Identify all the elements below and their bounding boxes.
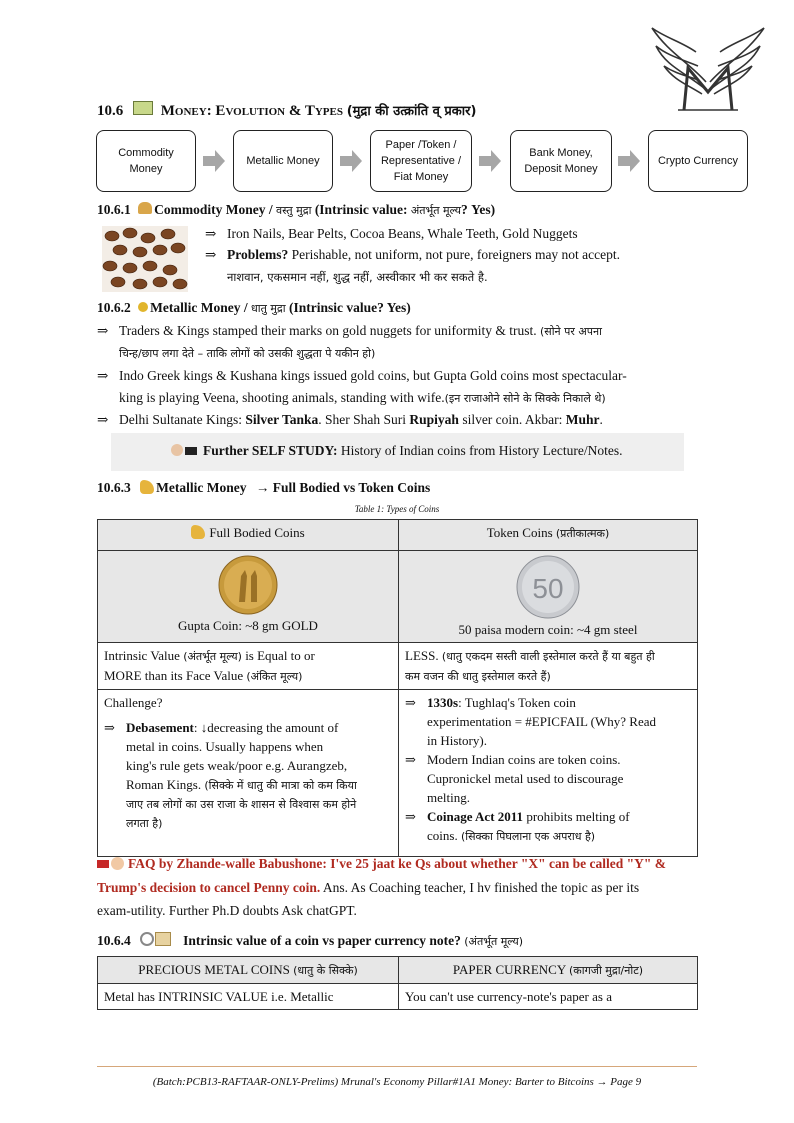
section-number: 10.6 [97, 103, 124, 119]
challenge-heading: Challenge? [104, 695, 163, 710]
flow-label: Metallic Money [246, 155, 320, 167]
metallic-bullet-2: ⇒ Indo Greek kings & Kushana kings issued gold coins, but Gupta Gold coins most spectacular- [97, 368, 627, 383]
gupta-gold-coin-image [217, 554, 279, 616]
subsection-number: 10.6.2 [97, 300, 131, 315]
text-line: Cupronickel metal used to discourage [427, 771, 624, 786]
token-coin-cell [399, 551, 698, 643]
subsection-title-text: Commodity Money / [154, 202, 276, 217]
text-part: silver coin. Akbar: [458, 412, 566, 427]
winged-m-logo-icon [648, 22, 768, 114]
text-part: LESS. [405, 648, 442, 663]
token-examples-cell: ⇒ 1330s: Tughlaq's Token coin experimentation = #EPICFAIL (Why? Read in History). ⇒ Modern Indian coins are token coins. Cupronickel metal used to discourage melting. ⇒ Coinage Act 2011 prohibits melting of coins. (सिक्का पिघलाना एक अपराध है) [399, 690, 698, 857]
coin-vs-paper-table [97, 956, 698, 1010]
hindi-part: (सिक्का पिघलाना एक अपराध है) [460, 830, 596, 843]
subsection-number: 10.6.1 [97, 202, 131, 217]
text-part: Intrinsic Value [104, 648, 184, 663]
commodity-bullet-2-hindi: नाशवान, एकसमान नहीं, शुद्ध नहीं, अस्वीकार भी कर सकते है. [227, 270, 488, 284]
medal-icon [138, 302, 148, 312]
flow-arrow-icon [618, 150, 640, 172]
hindi-part: (अंकित मूल्य) [246, 670, 303, 683]
flow-label: Paper /Token / Representative / Fiat Money [380, 139, 462, 183]
subsection-intrinsic-title [97, 932, 523, 949]
commodity-bullet-1-text: Iron Nails, Bear Pelts, Cocoa Beans, Whale Teeth, Gold Nuggets [227, 226, 578, 241]
rupiyah: Rupiyah [409, 412, 459, 427]
text-part: : Tughlaq's Token coin [458, 695, 576, 710]
flow-box-metallic [233, 130, 333, 192]
faq-question-1: FAQ by Zhande-walle Babushone: I've 25 jaat ke Qs about whether "X" can be called "Y" & [128, 856, 667, 871]
metallic-bullet-3: ⇒ Delhi Sultanate Kings: Silver Tanka. Sher Shah Suri Rupiyah silver coin. Akbar: Muhr. [97, 412, 603, 427]
coins-header-full-text: Full Bodied Coins [209, 525, 305, 540]
bread-icon [138, 202, 152, 214]
metallic-bullet-1-hindi: (सोने पर अपना [539, 325, 602, 338]
subsection-title-hindi: वस्तु मुद्रा [276, 204, 312, 217]
hindi-part: (सिक्के में धातु की मात्रा को कम किया [204, 779, 357, 792]
student-icon [171, 444, 183, 456]
text-part: MORE than its Face Value [104, 668, 247, 683]
flow-label: Commodity Money [118, 147, 174, 175]
subsection-title-end [256, 480, 430, 495]
metallic-bullet-1-text: Traders & Kings stamped their marks on gold nuggets for uniformity & trust. [119, 323, 537, 338]
subsection-number: 10.6.4 [97, 933, 131, 948]
subsection-coins-title [97, 480, 430, 496]
subsection-title-text: Intrinsic value of a coin vs paper currency note? [183, 933, 465, 948]
text-line: in History). [427, 733, 487, 748]
red-flag-icon [97, 860, 109, 868]
money-icon [133, 101, 153, 115]
subsection-title-text: Metallic Money / [150, 300, 251, 315]
problems-label: Problems? [227, 247, 289, 262]
ring-note-icon [140, 932, 154, 946]
subsection-title-end: ? Yes) [460, 202, 496, 217]
coffee-beans-image [102, 226, 188, 292]
coinage-act: Coinage Act 2011 [427, 809, 524, 824]
subsection-title-end: (Intrinsic value? Yes) [285, 300, 411, 315]
text-part: Roman Kings. [126, 777, 205, 792]
faq-line-3: exam-utility. Further Ph.D doubts Ask chatGPT. [97, 903, 357, 918]
text-line: experimentation = #EPICFAIL (Why? Read [427, 714, 656, 729]
hindi-line: जाए तब लोगों का उस राजा के शासन से विश्वास कम होने [126, 798, 357, 811]
hindi-part: (धातु के सिक्के) [293, 964, 358, 977]
section-title-text: Money: Evolution & Types [160, 103, 343, 119]
table-caption: Table 1: Types of Coins [354, 504, 440, 514]
footer-divider [97, 1066, 697, 1067]
faq-line-1 [97, 856, 666, 872]
text-part: . [599, 412, 603, 427]
faq-line-2 [97, 880, 639, 896]
metallic-bullet-1-hindi-2: चिन्ह/छाप लगा देते – ताकि लोगों को उसकी शुद्धता पे यकीन हो) [119, 347, 376, 360]
flow-box-crypto [648, 130, 748, 192]
hindi-part: (धातु एकदम सस्ती वाली इस्तेमाल करते हैं या बहुत ही [441, 650, 655, 663]
coins-header-token-hindi: (प्रतीकात्मक) [555, 527, 610, 540]
metallic-bullet-2-hindi: (इन राजाओने सोने के सिक्के निकाले थे) [444, 392, 606, 405]
coins-title-end: → Full Bodied vs Token Coins [255, 480, 431, 495]
flow-label: Bank Money, Deposit Money [524, 147, 598, 175]
commodity-bullet-1: ⇒ Iron Nails, Bear Pelts, Cocoa Beans, Whale Teeth, Gold Nuggets [205, 226, 578, 241]
page-footer: (Batch:PCB13-RAFTAAR-ONLY-Prelims) Mrunal's Economy Pillar#1A1 Money: Barter to Bitcoins → Page 9 [152, 1076, 642, 1088]
section-title-hindi: (मुद्रा की उत्क्रांति व् प्रकार) [346, 104, 477, 119]
scroll-icon [155, 932, 171, 946]
text-line: king's rule gets weak/poor e.g. Aurangzeb, [126, 758, 348, 773]
flow-arrow-icon [479, 150, 501, 172]
challenge-cell: Challenge? ⇒ Debasement: ↓decreasing the amount of metal in coins. Usually happens when king's rule gets weak/poor e.g. Aurangzeb, Roman Kings. (सिक्के में धातु की मात्रा को कम किया जाए तब लोगों का उस राजा के शासन से विश्वास कम होने लगता है) [98, 690, 399, 857]
metallic-bullet-2-text: Indo Greek kings & Kushana kings issued gold coins, but Gupta Gold coins most spectacular- [119, 368, 627, 383]
intrinsic-full-cell [98, 643, 399, 690]
muhr: Muhr [565, 412, 600, 427]
coins-header-full [98, 520, 399, 551]
text-part: PRECIOUS METAL COINS [138, 962, 294, 977]
flow-box-paper [370, 130, 472, 192]
silver-tanka: Silver Tanka [245, 412, 319, 427]
hindi-part: (अंतर्भूत मूल्य) [183, 650, 242, 663]
metallic-bullet-2b-text: king is playing Veena, shooting animals, standing with wife. [119, 390, 445, 405]
hindi-line: लगता है) [126, 817, 163, 830]
paper-currency-header [399, 957, 698, 984]
baby-icon [111, 857, 124, 870]
debasement-label: Debasement [126, 720, 194, 735]
coins-table [97, 519, 698, 857]
token-coin-caption: 50 paisa modern coin: ~4 gm steel [458, 622, 638, 637]
subsection-title-text: Metallic Money [156, 480, 247, 495]
section-title [97, 101, 476, 120]
self-study-label: Further SELF STUDY: [203, 443, 338, 458]
text-part: PAPER CURRENCY [452, 962, 569, 977]
hindi-part: (कागजी मुद्रा/नोट) [569, 964, 644, 977]
fifty-paisa-coin-image [513, 554, 583, 620]
intrinsic-token-cell [399, 643, 698, 690]
text-part: Delhi Sultanate Kings: [119, 412, 246, 427]
flow-arrow-icon [203, 150, 225, 172]
subsection-title-hindi: (अंतर्भूत मूल्य) [464, 935, 523, 948]
problems-text: Perishable, not uniform, not pure, foreigners may not accept. [288, 247, 621, 262]
gupta-coin-cell [98, 551, 399, 643]
subsection-title-hindi: धातु मुद्रा [250, 302, 286, 315]
subsection-title-tail: (Intrinsic value: [311, 202, 411, 217]
text-part: . Sher Shah Suri [318, 412, 410, 427]
hindi-part: कम वजन की धातु इस्तेमाल करते हैं) [405, 670, 551, 683]
flexed-arm-icon [140, 480, 154, 494]
grad-cap-icon [185, 447, 197, 455]
paper-currency-cell: You can't use currency-note's paper as a [399, 984, 698, 1010]
text-part: coins. [427, 828, 461, 843]
flow-label: Crypto Currency [657, 155, 739, 167]
self-study-text: History of Indian coins from History Lecture/Notes. [337, 443, 623, 458]
subsection-number: 10.6.3 [97, 480, 131, 495]
faq-question-2: Trump's decision to cancel Penny coin. [97, 880, 321, 895]
text-part: Modern Indian coins are token coins. [427, 752, 621, 767]
subsection-commodity-title [97, 202, 495, 218]
faq-answer-1: Ans. As Coaching teacher, I hv finished the topic as per its [320, 880, 640, 895]
coins-header-token-text: Token Coins [486, 525, 556, 540]
flow-box-bank [510, 130, 612, 192]
intrinsic-hindi: अंतर्भूत मूल्य [410, 204, 461, 217]
precious-metal-cell: Metal has INTRINSIC VALUE i.e. Metallic [98, 984, 399, 1010]
precious-metal-header [98, 957, 399, 984]
text-line: metal in coins. Usually happens when [126, 739, 324, 754]
flexed-arm-icon [191, 525, 205, 539]
subsection-metallic-title [97, 300, 411, 316]
coins-header-token [399, 520, 698, 551]
flow-box-commodity [96, 130, 196, 192]
self-study-box [111, 433, 684, 471]
coin-denomination: 50 [532, 573, 564, 604]
metallic-bullet-1: ⇒ Traders & Kings stamped their marks on gold nuggets for uniformity & trust. (सोने पर अपना [97, 323, 602, 338]
flow-arrow-icon [340, 150, 362, 172]
text-line: melting. [427, 790, 470, 805]
text-part: : ↓decreasing the amount of [193, 720, 339, 735]
text-part: is Equal to or [241, 648, 315, 663]
commodity-bullet-2: ⇒ Problems? Perishable, not uniform, not pure, foreigners may not accept. [205, 247, 621, 262]
tughlaq-year: 1330s [427, 695, 459, 710]
text-part: prohibits melting of [523, 809, 630, 824]
metallic-bullet-2b [119, 390, 606, 406]
gupta-coin-caption: Gupta Coin: ~8 gm GOLD [178, 618, 318, 633]
